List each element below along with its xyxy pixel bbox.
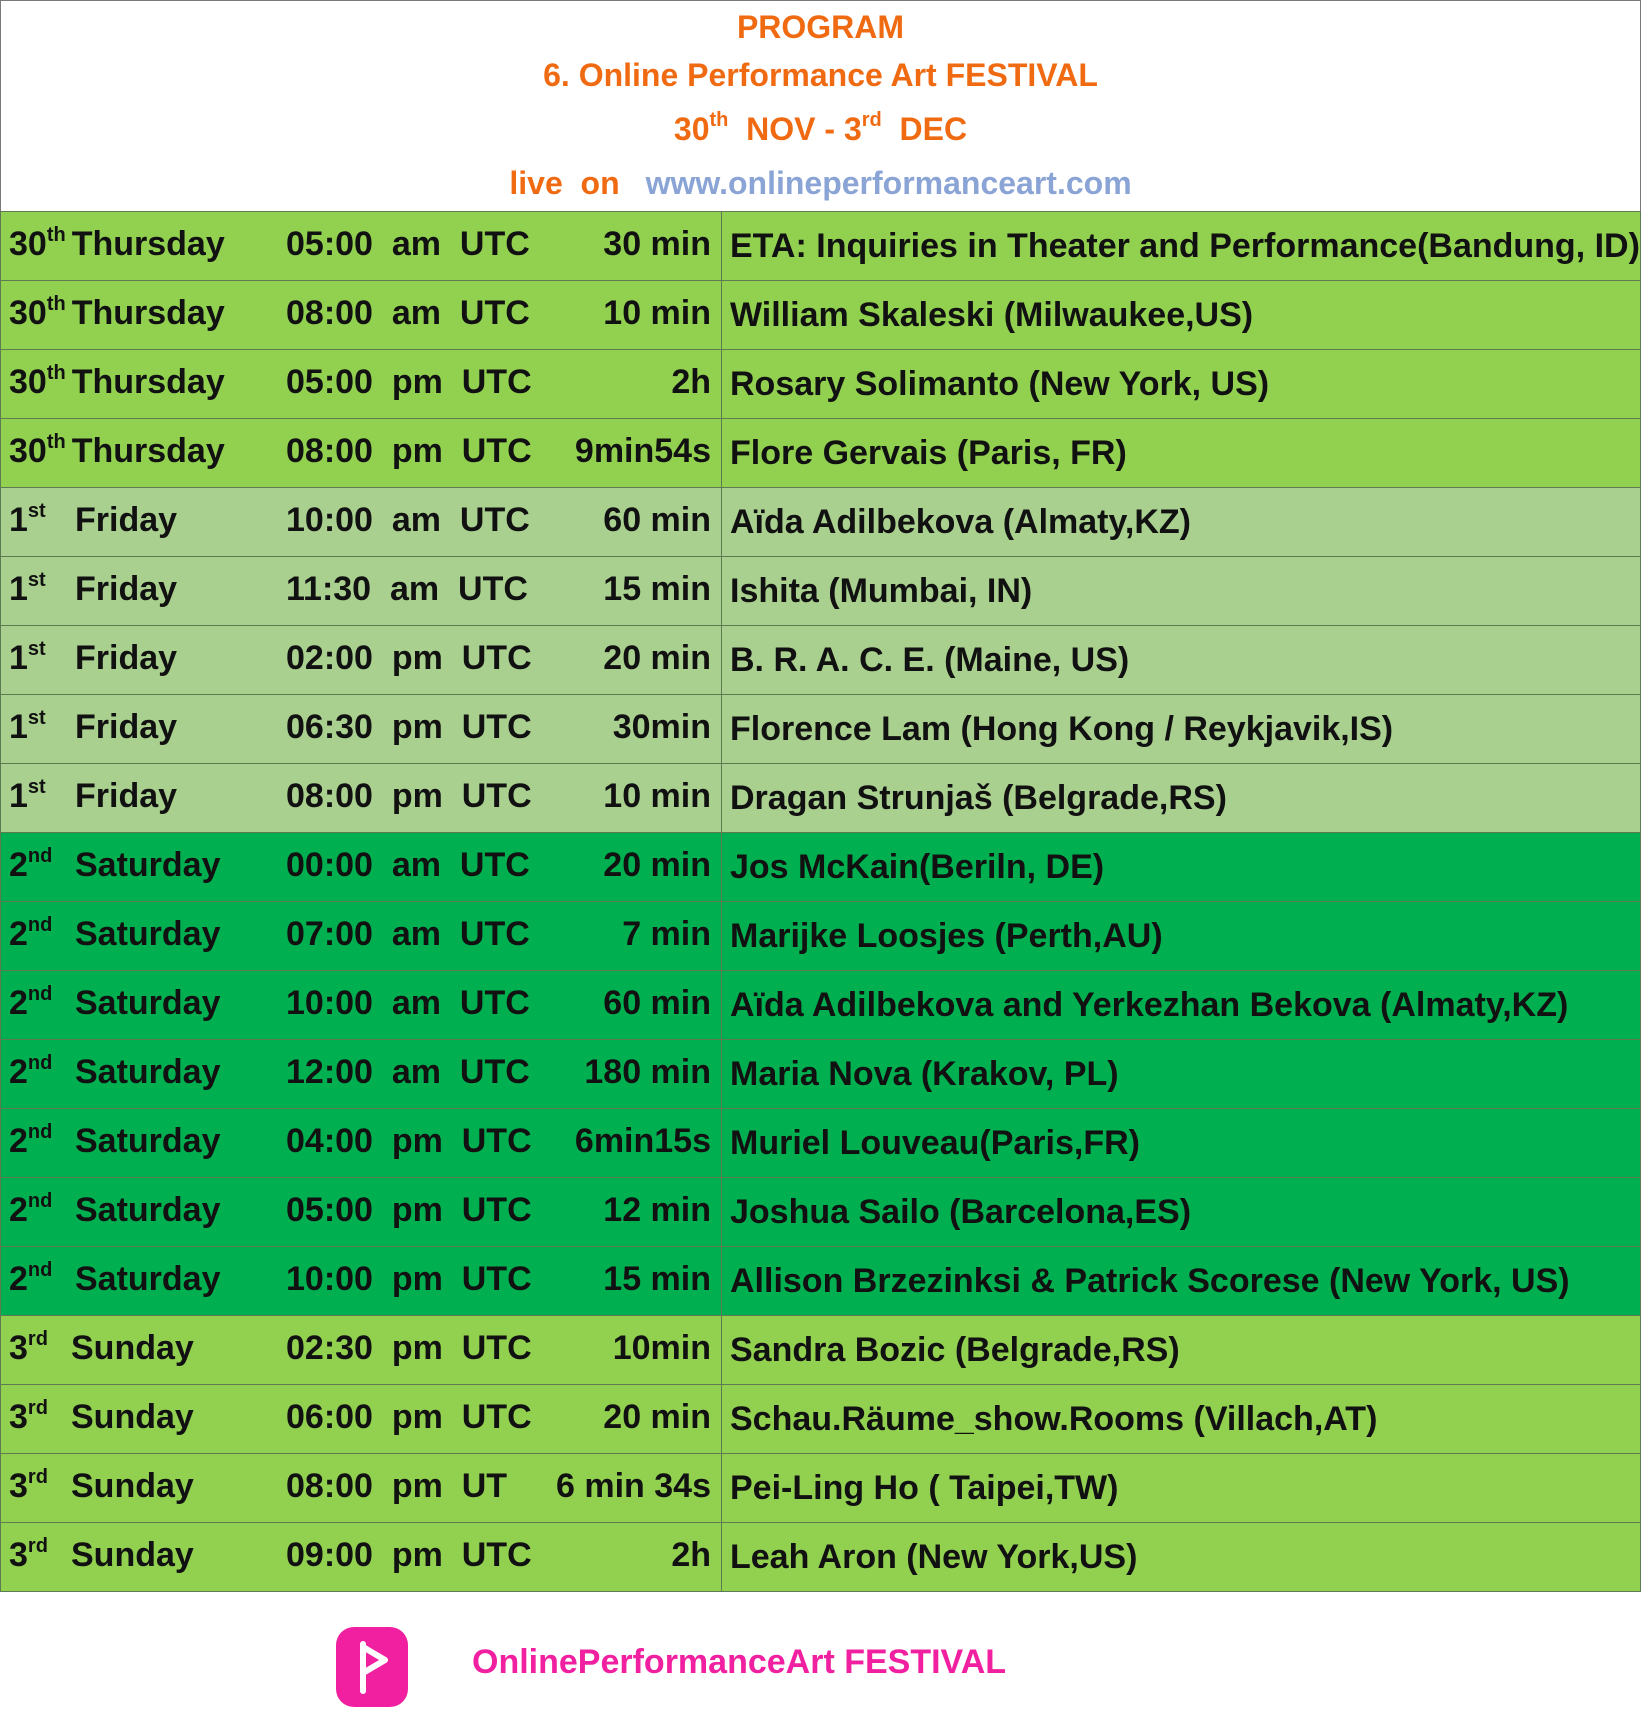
slot-day-number: 30 <box>9 294 47 332</box>
slot-weekday: Friday <box>75 501 178 539</box>
slot-day-number: 1 <box>9 777 28 815</box>
schedule-row <box>1 764 1641 833</box>
slot-weekday: Sunday <box>71 1329 194 1367</box>
slot-day-number: 3 <box>9 1398 28 1436</box>
slot-performer: Flore Gervais (Paris, FR) <box>722 419 1641 488</box>
slot-time: 12:00 am UTC <box>286 1053 530 1091</box>
slot-day-number: 1 <box>9 501 28 539</box>
slot-performer: Schau.Räume_show.Rooms (Villach,AT) <box>722 1385 1641 1454</box>
slot-duration: 20 min <box>603 1398 711 1436</box>
slot-time: 06:30 pm UTC <box>286 708 532 746</box>
slot-performer: Aïda Adilbekova and Yerkezhan Bekova (Almaty,KZ) <box>722 971 1641 1040</box>
schedule-slot-cell <box>1 764 722 833</box>
schedule-slot-cell <box>1 350 722 419</box>
slot-duration: 30min <box>612 708 711 746</box>
schedule-row <box>1 626 1641 695</box>
slot-day-number: 2 <box>9 1122 28 1160</box>
slot-day-suffix: nd <box>27 914 53 936</box>
slot-day <box>9 1397 194 1437</box>
slot-time: 08:00 pm UTC <box>286 432 532 470</box>
schedule-slot-cell <box>1 695 722 764</box>
start-day: 30 <box>673 111 710 147</box>
schedule-row <box>1 1109 1641 1178</box>
schedule-row <box>1 1178 1641 1247</box>
slot-day <box>9 776 178 816</box>
slot-day <box>9 1052 221 1092</box>
schedule-row <box>1 1385 1641 1454</box>
footer-brand-text: OnlinePerformanceArt FESTIVAL <box>472 1643 1007 1681</box>
schedule-row <box>1 1040 1641 1109</box>
slot-time: 10:00 am UTC <box>286 501 530 539</box>
slot-day-number: 2 <box>9 1053 28 1091</box>
slot-weekday: Thursday <box>71 294 225 332</box>
slot-day <box>9 225 225 264</box>
slot-weekday: Friday <box>75 708 178 746</box>
schedule-row <box>1 1247 1641 1316</box>
slot-weekday: Saturday <box>75 915 221 953</box>
schedule-row <box>1 419 1641 488</box>
play-flag-logo-icon <box>336 1627 408 1707</box>
slot-time: 11:30 am UTC <box>286 570 528 608</box>
schedule-slot-cell <box>1 1109 722 1178</box>
slot-time: 06:00 pm UTC <box>286 1398 532 1436</box>
slot-performer: Muriel Louveau(Paris,FR) <box>722 1109 1641 1178</box>
slot-duration: 15 min <box>603 570 711 608</box>
slot-day-suffix: st <box>27 638 46 660</box>
slot-duration: 2h <box>671 363 711 401</box>
slot-duration: 12 min <box>603 1191 711 1229</box>
schedule-row <box>1 488 1641 557</box>
slot-weekday: Thursday <box>71 225 225 263</box>
slot-time: 10:00 pm UTC <box>286 1260 532 1298</box>
slot-performer: Leah Aron (New York,US) <box>722 1523 1641 1592</box>
slot-time: 05:00 pm UTC <box>286 363 532 401</box>
schedule-row <box>1 1523 1641 1592</box>
schedule-row <box>1 350 1641 419</box>
schedule-slot-cell <box>1 212 722 281</box>
slot-day-suffix: st <box>27 569 46 591</box>
schedule-slot-cell <box>1 488 722 557</box>
slot-time: 08:00 pm UTC <box>286 777 532 815</box>
slot-time: 09:00 pm UTC <box>286 1536 532 1574</box>
slot-day-number: 2 <box>9 1260 28 1298</box>
slot-performer: Pei-Ling Ho ( Taipei,TW) <box>722 1454 1641 1523</box>
live-on-line <box>1 163 1640 203</box>
schedule-row <box>1 1316 1641 1385</box>
slot-duration: 20 min <box>603 846 711 884</box>
slot-day-suffix: nd <box>27 983 53 1005</box>
slot-day-number: 2 <box>9 846 28 884</box>
slot-performer: Maria Nova (Krakov, PL) <box>722 1040 1641 1109</box>
slot-performer: Aïda Adilbekova (Almaty,KZ) <box>722 488 1641 557</box>
live-on-label: live on <box>509 165 620 201</box>
slot-time: 08:00 am UTC <box>286 294 530 332</box>
slot-day-suffix: rd <box>27 1535 48 1557</box>
slot-duration: 9min54s <box>574 432 711 470</box>
slot-time: 04:00 pm UTC <box>286 1122 532 1160</box>
slot-weekday: Sunday <box>71 1467 194 1505</box>
slot-time: 05:00 pm UTC <box>286 1191 532 1229</box>
slot-performer: ETA: Inquiries in Theater and Performance(Bandung, ID) <box>722 212 1641 281</box>
schedule-row <box>1 902 1641 971</box>
slot-day <box>9 1190 221 1230</box>
slot-day-suffix: st <box>27 500 46 522</box>
play-flag-logo-shape <box>336 1627 408 1707</box>
slot-time: 02:30 pm UTC <box>286 1329 532 1367</box>
slot-day-number: 3 <box>9 1467 28 1505</box>
slot-day-number: 3 <box>9 1536 28 1574</box>
slot-weekday: Thursday <box>71 432 225 470</box>
slot-day-suffix: nd <box>27 1259 53 1281</box>
slot-performer: Ishita (Mumbai, IN) <box>722 557 1641 626</box>
end-day: 3 <box>843 111 862 147</box>
slot-weekday: Friday <box>75 639 178 677</box>
slot-day-number: 1 <box>9 639 28 677</box>
slot-day-number: 30 <box>9 432 47 470</box>
slot-day <box>9 914 221 954</box>
slot-weekday: Saturday <box>75 846 221 884</box>
start-month: NOV <box>746 111 816 147</box>
slot-day <box>9 1328 194 1368</box>
slot-day-suffix: nd <box>27 1190 53 1212</box>
slot-day <box>9 294 225 333</box>
slot-weekday: Saturday <box>75 1191 221 1229</box>
end-day-suffix: rd <box>861 109 882 131</box>
end-month: DEC <box>899 111 968 147</box>
slot-weekday: Friday <box>75 777 178 815</box>
slot-day <box>9 432 225 471</box>
schedule-row <box>1 212 1641 281</box>
slot-day-suffix: rd <box>27 1397 48 1419</box>
schedule-slot-cell <box>1 1316 722 1385</box>
schedule-row <box>1 1454 1641 1523</box>
slot-day <box>9 707 178 747</box>
schedule-row <box>1 281 1641 350</box>
slot-day-suffix: th <box>46 293 66 315</box>
schedule-slot-cell <box>1 1523 722 1592</box>
schedule-slot-cell <box>1 1385 722 1454</box>
slot-day-suffix: th <box>46 431 66 453</box>
slot-day-number: 2 <box>9 915 28 953</box>
slot-day-suffix: nd <box>27 1121 53 1143</box>
slot-day-suffix: nd <box>27 845 53 867</box>
slot-day-suffix: st <box>27 707 46 729</box>
schedule-body <box>1 212 1641 1592</box>
schedule-row <box>1 833 1641 902</box>
schedule-table <box>0 211 1641 1592</box>
slot-duration: 20 min <box>603 639 711 677</box>
slot-duration: 180 min <box>584 1053 711 1091</box>
slot-day-suffix: th <box>46 224 66 246</box>
slot-performer: Jos McKain(Beriln, DE) <box>722 833 1641 902</box>
schedule-slot-cell <box>1 626 722 695</box>
slot-duration: 15 min <box>603 1260 711 1298</box>
slot-day-number: 2 <box>9 1191 28 1229</box>
slot-weekday: Saturday <box>75 1260 221 1298</box>
slot-day-number: 1 <box>9 570 28 608</box>
slot-duration: 10 min <box>603 777 711 815</box>
schedule-row <box>1 695 1641 764</box>
schedule-slot-cell <box>1 1247 722 1316</box>
slot-duration: 6 min 34s <box>556 1467 711 1505</box>
start-day-suffix: th <box>709 109 729 131</box>
slot-day <box>9 363 225 402</box>
slot-day-number: 2 <box>9 984 28 1022</box>
slot-weekday: Friday <box>75 570 178 608</box>
slot-performer: Joshua Sailo (Barcelona,ES) <box>722 1178 1641 1247</box>
festival-title: 6. Online Performance Art FESTIVAL <box>543 57 1098 93</box>
slot-duration: 60 min <box>603 984 711 1022</box>
slot-weekday: Saturday <box>75 1053 221 1091</box>
schedule-slot-cell <box>1 557 722 626</box>
slot-day <box>9 1121 221 1161</box>
program-title: PROGRAM <box>736 9 905 45</box>
slot-duration: 10min <box>612 1329 711 1367</box>
schedule-slot-cell <box>1 1178 722 1247</box>
slot-day <box>9 638 178 678</box>
schedule-slot-cell <box>1 833 722 902</box>
slot-duration: 60 min <box>603 501 711 539</box>
slot-day-suffix: rd <box>27 1328 48 1350</box>
slot-duration: 30 min <box>603 225 711 263</box>
slot-time: 00:00 am UTC <box>286 846 530 884</box>
slot-day <box>9 569 178 609</box>
schedule-row <box>1 557 1641 626</box>
festival-url-link[interactable]: www.onlineperformanceart.com <box>645 165 1132 201</box>
slot-performer: Florence Lam (Hong Kong / Reykjavik,IS) <box>722 695 1641 764</box>
schedule-slot-cell <box>1 1454 722 1523</box>
schedule-slot-cell <box>1 419 722 488</box>
festival-dates <box>1 109 1640 149</box>
slot-time: 02:00 pm UTC <box>286 639 532 677</box>
slot-day <box>9 1466 194 1506</box>
slot-day <box>9 845 221 885</box>
slot-day-number: 30 <box>9 225 47 263</box>
schedule-slot-cell <box>1 281 722 350</box>
slot-time: 07:00 am UTC <box>286 915 530 953</box>
slot-day <box>9 1259 221 1299</box>
slot-weekday: Sunday <box>71 1398 194 1436</box>
slot-performer: Marijke Loosjes (Perth,AU) <box>722 902 1641 971</box>
slot-day-number: 1 <box>9 708 28 746</box>
slot-performer: Rosary Solimanto (New York, US) <box>722 350 1641 419</box>
slot-performer: Allison Brzezinksi & Patrick Scorese (New York, US) <box>722 1247 1641 1316</box>
slot-weekday: Saturday <box>75 984 221 1022</box>
slot-performer: Dragan Strunjaš (Belgrade,RS) <box>722 764 1641 833</box>
slot-day-suffix: nd <box>27 1052 53 1074</box>
slot-day <box>9 500 178 540</box>
slot-duration: 2h <box>671 1536 711 1574</box>
slot-weekday: Thursday <box>71 363 225 401</box>
slot-day-number: 3 <box>9 1329 28 1367</box>
slot-duration: 6min15s <box>574 1122 711 1160</box>
slot-time: 08:00 pm UT <box>286 1467 508 1505</box>
slot-duration: 10 min <box>603 294 711 332</box>
schedule-slot-cell <box>1 971 722 1040</box>
slot-time: 10:00 am UTC <box>286 984 530 1022</box>
schedule-slot-cell <box>1 1040 722 1109</box>
slot-weekday: Sunday <box>71 1536 194 1574</box>
slot-weekday: Saturday <box>75 1122 221 1160</box>
schedule-slot-cell <box>1 902 722 971</box>
slot-day-suffix: st <box>27 776 46 798</box>
slot-day-suffix: th <box>46 362 66 384</box>
slot-performer: B. R. A. C. E. (Maine, US) <box>722 626 1641 695</box>
slot-performer: William Skaleski (Milwaukee,US) <box>722 281 1641 350</box>
schedule-row <box>1 971 1641 1040</box>
slot-performer: Sandra Bozic (Belgrade,RS) <box>722 1316 1641 1385</box>
slot-duration: 7 min <box>622 915 711 953</box>
slot-time: 05:00 am UTC <box>286 225 530 263</box>
slot-day-suffix: rd <box>27 1466 48 1488</box>
slot-day <box>9 1535 194 1575</box>
slot-day <box>9 983 221 1023</box>
program-header <box>0 0 1641 211</box>
date-separator: - <box>824 111 836 147</box>
slot-day-number: 30 <box>9 363 47 401</box>
